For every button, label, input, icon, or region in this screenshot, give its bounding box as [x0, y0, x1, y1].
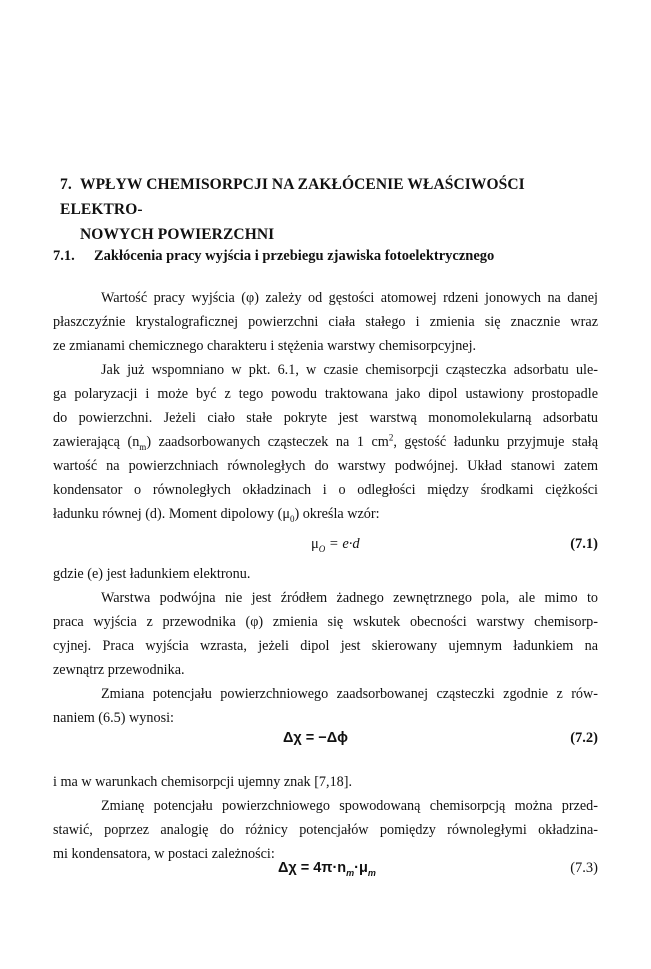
text-line: stawić, poprzez analogię do różnicy potencjałów pomiędzy równoległymi okładzina-	[53, 822, 598, 838]
text-fragment: ) określa wzór:	[294, 506, 380, 522]
text-line: płaszczyźnie krystalograficznej powierzchni ciała stałego i zmienia się znacznie wraz	[53, 314, 598, 330]
equation-7-3	[53, 860, 598, 884]
text-line	[53, 430, 598, 454]
section-title: Zakłócenia pracy wyjścia i przebiegu zjawiska fotoelektrycznego	[94, 248, 495, 264]
paragraph-5	[53, 682, 598, 730]
equation-7-1	[53, 536, 598, 560]
text-line: Zmiana potencjału powierzchniowego zaadsorbowanej cząsteczki zgodnie z rów-	[101, 686, 598, 702]
text-fragment: zawierającą (n	[53, 434, 140, 450]
text-line: Zmianę potencjału powierzchniowego spowodowaną chemisorpcją można przed-	[101, 798, 598, 814]
paragraph-4	[53, 586, 598, 682]
chapter-number: 7.	[60, 176, 72, 193]
text-line: wartość na powierzchniach równoległych do warstwy podwójnej. Układ stanowi zatem	[53, 458, 598, 474]
text-line: gdzie (e) jest ładunkiem elektronu.	[53, 566, 251, 582]
text-fragment: , gęstość ładunku przyjmuje stałą	[393, 434, 598, 450]
text-line: Wartość pracy wyjścia (φ) zależy od gęstości atomowej rdzeni jonowych na danej	[101, 290, 598, 306]
subscript: O	[318, 543, 326, 554]
text-line	[53, 502, 598, 526]
section-number: 7.1.	[53, 248, 75, 264]
subscript: m	[139, 441, 147, 452]
text-line: praca wyjścia z przewodnika (φ) zmienia się wskutek obecności warstwy chemisorp-	[53, 614, 598, 630]
text-line: ze zmianami chemicznego charakteru i stężenia warstwy chemisorpcyjnej.	[53, 338, 477, 354]
equation-formula	[311, 536, 360, 553]
chapter-heading	[60, 172, 605, 247]
paragraph-1	[53, 286, 598, 358]
equation-number: (7.2)	[570, 730, 598, 746]
equation-number: (7.1)	[570, 536, 598, 552]
paragraph-6	[53, 770, 598, 794]
superscript: 2	[388, 432, 394, 443]
mu-symbol: ·μ	[354, 860, 368, 876]
text-line: i ma w warunkach chemisorpcji ujemny znak [7,18].	[53, 774, 353, 790]
equation-number: (7.3)	[570, 860, 598, 876]
paragraph-3	[53, 562, 598, 586]
subscript: m	[367, 867, 376, 878]
text-line: do powierzchni. Jeżeli ciało stałe pokryte jest warstwą monomolekularną adsorbatu	[53, 410, 598, 426]
paragraph-7	[53, 794, 598, 866]
subscript: m	[346, 867, 355, 878]
text-line: cyjnej. Praca wyjścia wzrasta, jeżeli dipol jest skierowany ujemnym ładunkiem na	[53, 638, 598, 654]
text-fragment: ładunku równej (d). Moment dipolowy (μ	[53, 506, 290, 522]
section-heading	[53, 246, 494, 266]
subscript: 0	[289, 513, 295, 524]
equation-7-2	[53, 730, 598, 754]
equation-rhs: = e·d	[325, 536, 360, 552]
paragraph-2	[53, 358, 598, 526]
text-line: Warstwa podwójna nie jest źródłem żadnego zewnętrznego pola, ale mimo to	[101, 590, 598, 606]
chapter-title-line2: NOWYCH POWIERZCHNI	[80, 226, 275, 243]
text-line: mi kondensatora, w postaci zależności:	[53, 846, 275, 862]
text-line: kondensator o równoległych okładzinach i o odległości między środkami ciężkości	[53, 482, 598, 498]
equation-formula: Δχ = −Δϕ	[283, 730, 349, 746]
text-line: zewnątrz przewodnika.	[53, 662, 185, 678]
text-line: ga polaryzacji i może być z tego powodu traktowana jako dipol ustawiony prostopadle	[53, 386, 598, 402]
text-line: Jak już wspomniano w pkt. 6.1, w czasie chemisorpcji cząsteczka adsorbatu ule-	[101, 362, 598, 378]
chapter-title-line1: WPŁYW CHEMISORPCJI NA ZAKŁÓCENIE WŁAŚCIWOŚCI ELEKTRO-	[60, 176, 525, 218]
equation-formula	[278, 860, 376, 876]
text-line: naniem (6.5) wynosi:	[53, 710, 174, 726]
equation-lhs: Δχ = 4π·n	[278, 860, 347, 876]
mu-symbol: μ	[311, 536, 319, 552]
text-fragment: ) zaadsorbowanych cząsteczek na 1 cm	[146, 434, 389, 450]
